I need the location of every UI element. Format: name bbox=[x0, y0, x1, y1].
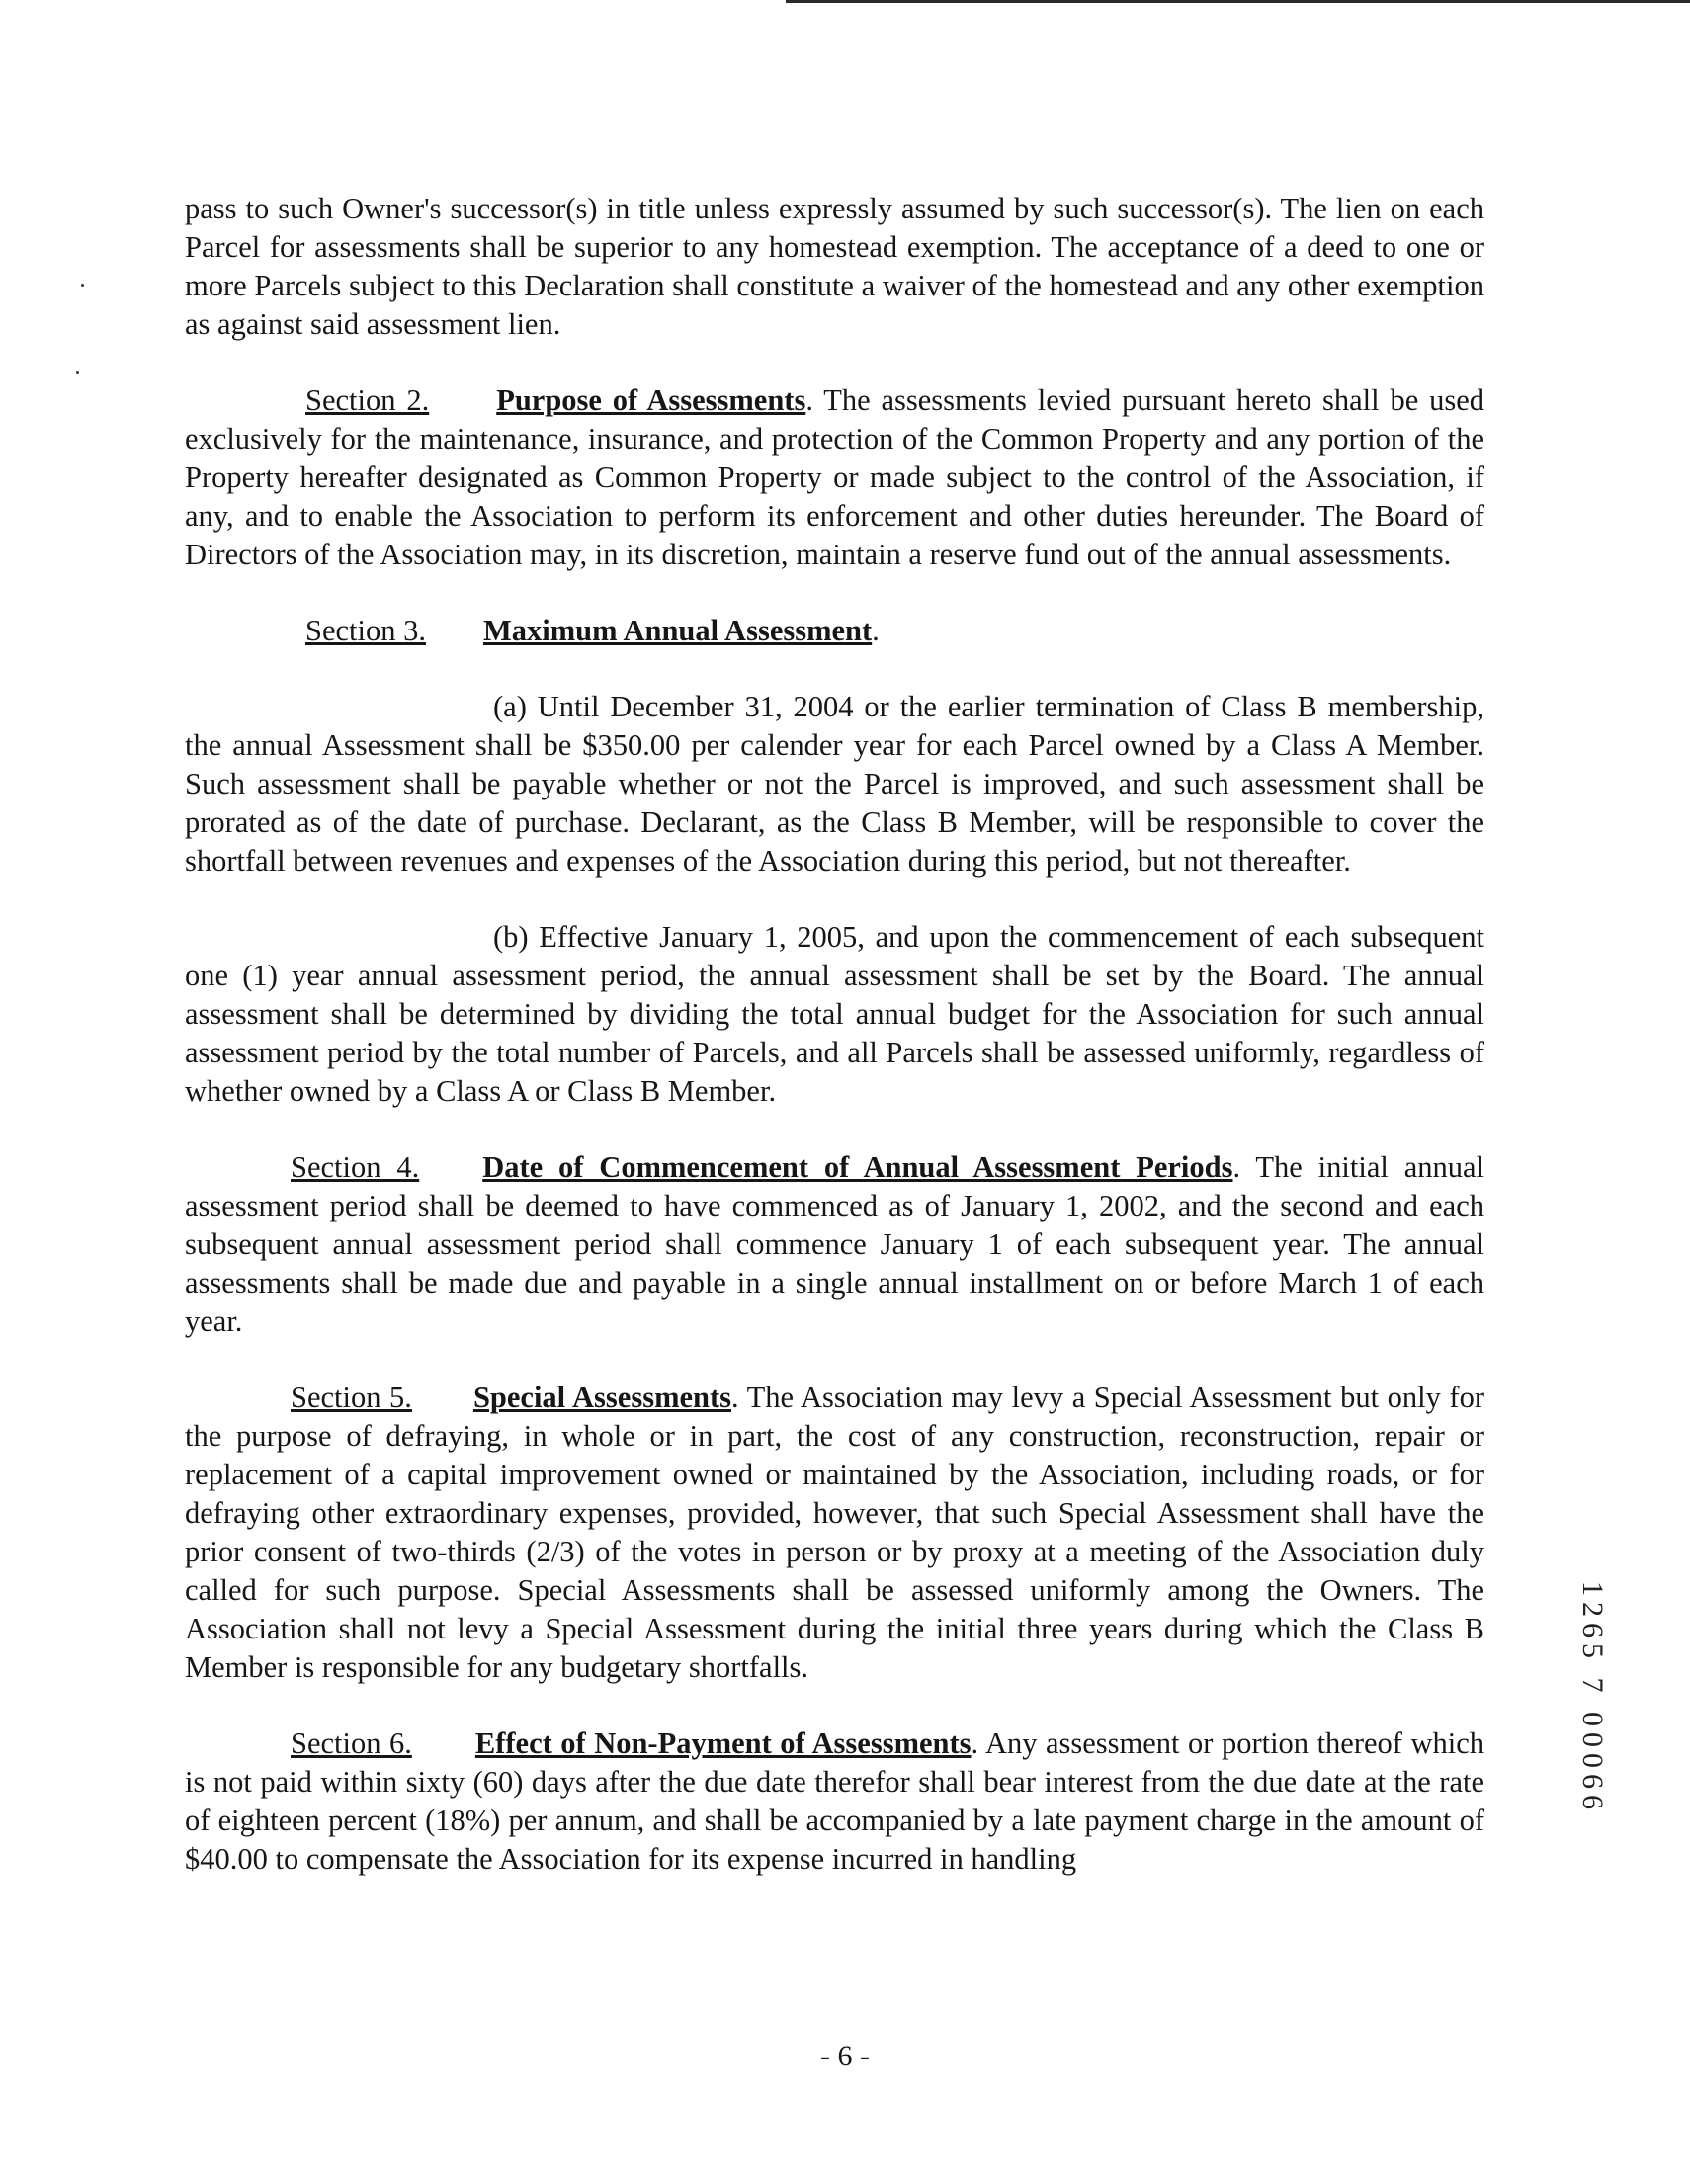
recording-stamp: 1265 7 00066 bbox=[1576, 1581, 1609, 1815]
section-body: . The initial annual assessment period shall be deemed to have commenced as of January 1, 2002, and the second and each subsequent annual assessment period shall commence January 1 of each subsequent year. The annual assessments shall be made due and payable in a single annual installment on or before March 1 of each year. bbox=[185, 1150, 1484, 1338]
section-label: Section 5. bbox=[291, 1381, 412, 1414]
scan-speck bbox=[76, 371, 79, 374]
top-edge-rule bbox=[786, 0, 1690, 3]
paragraph-continuation: pass to such Owner's successor(s) in title unless expressly assumed by such successor(s). The lien on each Parcel for assessments shall be superior to any homestead exemption. The acceptance of a deed to one or more Parcels subject to this Declaration shall constitute a waiver of the homestead and any other exemption as against said assessment lien. bbox=[185, 192, 1484, 341]
section-4 bbox=[185, 1148, 1484, 1341]
section-label: Section 2. bbox=[305, 383, 430, 417]
section-3 bbox=[185, 612, 1484, 650]
section-title-period: . bbox=[872, 614, 880, 647]
section-body: . Any assessment or portion thereof which is not paid within sixty (60) days after the due date therefor shall bear interest from the due date at the rate of eighteen percent (18%) per annum, and shall be accompanied by a late payment charge in the amount of $40.00 to compensate the Association for its expense incurred in handling bbox=[185, 1726, 1484, 1876]
scan-speck bbox=[81, 284, 84, 287]
section-body: . The assessments levied pursuant hereto shall be used exclusively for the maintenance, insurance, and protection of the Common Property and any portion of the Property hereafter designated as Common Property or made subject to the control of the Association, if any, and to enable the Association to perform its enforcement and other duties hereunder. The Board of Directors of the Association may, in its discretion, maintain a reserve fund out of the annual assessments. bbox=[185, 383, 1484, 571]
section-6 bbox=[185, 1724, 1484, 1879]
subsection-3a: (a) Until December 31, 2004 or the earlier termination of Class B membership, the annual Assessment shall be $350.00 per calender year for each Parcel owned by a Class A Member. Such assessment shall be payable whether or not the Parcel is improved, and such assessment shall be prorated as of the date of purchase. Declarant, as the Class B Member, will be responsible to cover the shortfall between revenues and expenses of the Association during this period, but not thereafter. bbox=[185, 690, 1484, 878]
section-label: Section 6. bbox=[291, 1726, 412, 1760]
section-title: Special Assessments bbox=[472, 1381, 731, 1414]
section-title: Effect of Non-Payment of Assessments bbox=[474, 1726, 972, 1760]
section-title: Maximum Annual Assessment bbox=[483, 614, 873, 647]
section-body: . The Association may levy a Special Assessment but only for the purpose of defraying, in whole or in part, the cost of any construction, reconstruction, repair or replacement of a capital improvement owned or maintained by the Association, including roads, or for defraying other extraordinary expenses, provided, however, that such Special Assessment shall have the prior consent of two-thirds (2/3) of the votes in person or by proxy at a meeting of the Association duly called for such purpose. Special Assessments shall be assessed uniformly among the Owners. The Association shall not levy a Special Assessment during the initial three years during which the Class B Member is responsible for any budgetary shortfalls. bbox=[185, 1381, 1484, 1684]
section-label: Section 3. bbox=[305, 614, 426, 647]
section-5 bbox=[185, 1379, 1484, 1687]
section-title: Date of Commencement of Annual Assessment Periods bbox=[482, 1150, 1233, 1184]
document-body bbox=[185, 190, 1484, 1879]
section-label: Section 4. bbox=[291, 1150, 420, 1184]
page-number: - 6 - bbox=[820, 2040, 870, 2072]
subsection-3b: (b) Effective January 1, 2005, and upon the commencement of each subsequent one (1) year annual assessment period, the annual assessment shall be set by the Board. The annual assessment shall be determined by dividing the total annual budget for the Association for such annual assessment period by the total number of Parcels, and all Parcels shall be assessed uniformly, regardless of whether owned by a Class A or Class B Member. bbox=[185, 920, 1484, 1108]
section-2 bbox=[185, 381, 1484, 574]
section-title: Purpose of Assessments bbox=[496, 383, 806, 417]
